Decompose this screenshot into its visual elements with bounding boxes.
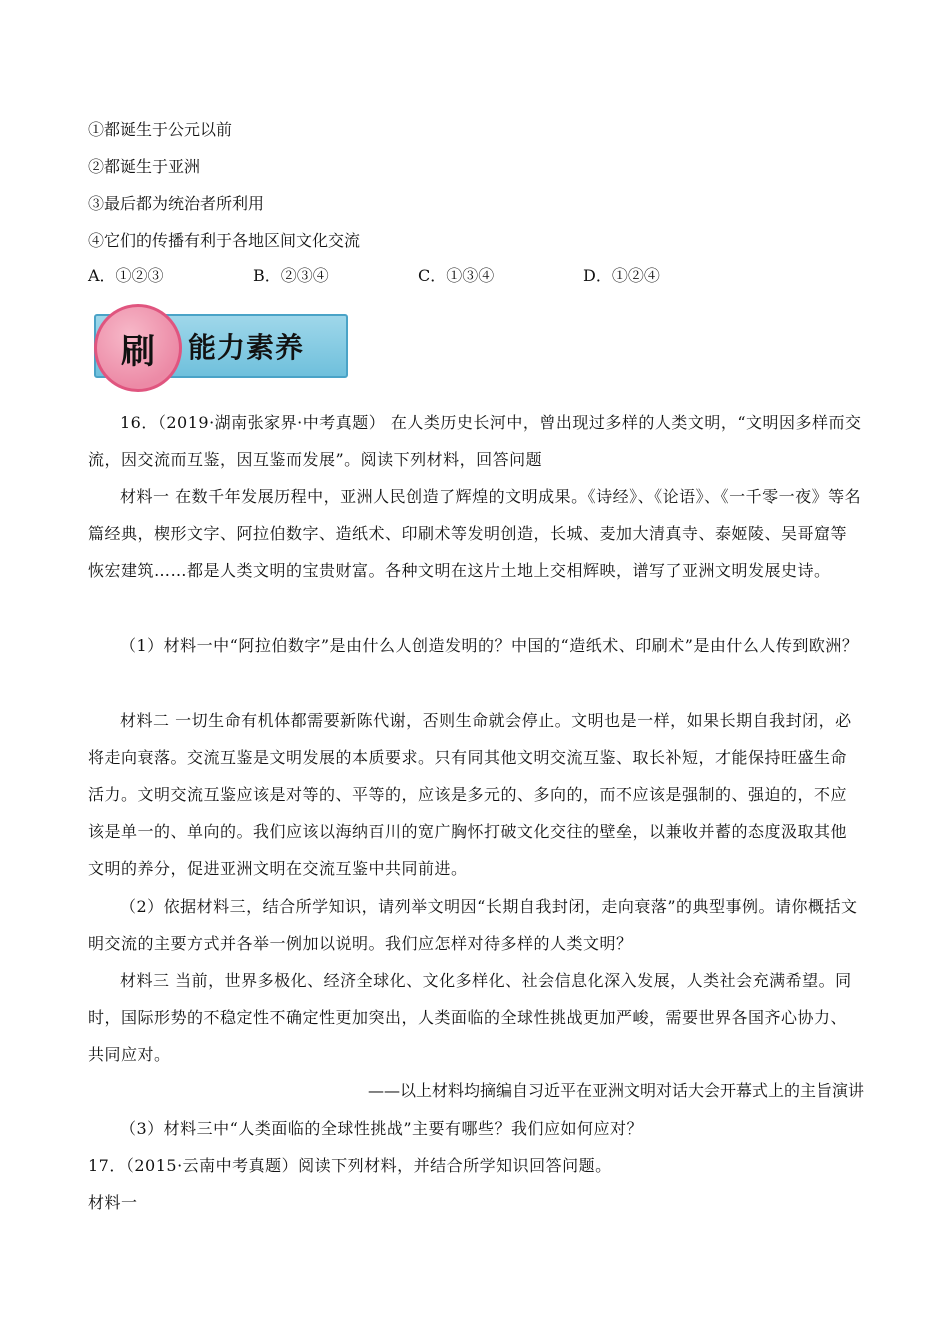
q16-source: ——以上材料均摘编自习近平在亚洲文明对话大会开幕式上的主旨演讲	[367, 1081, 864, 1100]
statement-4: ④它们的传播有利于各地区间文化交流	[88, 231, 361, 250]
q16-question-2: （2）依据材料三，结合所学知识，请列举文明因“长期自我封闭，走向衰落”的典型事例。请你概括文明交流的主要方式并各举一例加以说明。我们应怎样对待多样的人类文明？	[88, 897, 858, 953]
q16-material-2: 材料二 一切生命有机体都需要新陈代谢，否则生命就会停止。文明也是一样，如果长期自我封闭，必将走向衰落。交流互鉴是文明发展的本质要求。只有同其他文明交流互鉴、取长补短，才能保持旺盛生命活力。文明交流互鉴应该是对等的、平等的，应该是多元的、多向的，而不应该是强制的、强迫的，不应该是单一的、单向的。我们应该以海纳百川的宽广胸怀打破文化交往的壁垒，以兼收并蓄的态度汲取其他文明的养分，促进亚洲文明在交流互鉴中共同前进。	[88, 711, 852, 878]
statement-3: ③最后都为统治者所利用	[88, 194, 265, 213]
q16-material-1: 材料一 在数千年发展历程中，亚洲人民创造了辉煌的文明成果。《诗经》、《论语》、《一千零一夜》等名篇经典，楔形文字、阿拉伯数字、造纸术、印刷术等发明创造，长城、麦加大清真寺、泰姬陵、吴哥窟等恢宏建筑……都是人类文明的宝贵财富。各种文明在这片土地上交相辉映，谱写了亚洲文明发展史诗。	[88, 487, 862, 580]
q17-material-1-label: 材料一	[88, 1193, 138, 1212]
q16-question-1: （1）材料一中“阿拉伯数字”是由什么人创造发明的？中国的“造纸术、印刷术”是由什么人传到欧洲？	[120, 636, 859, 655]
option-a[interactable]: A．①②③	[88, 266, 164, 285]
section-banner	[92, 312, 350, 382]
answer-options	[88, 265, 848, 289]
option-c[interactable]: C．①③④	[418, 266, 495, 285]
banner-badge	[94, 304, 182, 392]
statement-1: ①都诞生于公元以前	[88, 120, 233, 139]
q16-intro: 16．（2019·湖南张家界·中考真题） 在人类历史长河中，曾出现过多样的人类文明，“文明因多样而交流，因交流而互鉴，因互鉴而发展”。阅读下列材料，回答问题	[88, 413, 862, 469]
q16-question-3: （3）材料三中“人类面临的全球性挑战”主要有哪些？我们应如何应对？	[120, 1119, 644, 1138]
banner-char: 刷	[121, 331, 155, 372]
statement-2: ②都诞生于亚洲	[88, 157, 201, 176]
q16-material-3: 材料三 当前，世界多极化、经济全球化、文化多样化、社会信息化深入发展，人类社会充满希望。同时，国际形势的不稳定性不确定性更加突出，人类面临的全球性挑战更加严峻，需要世界各国齐心协力、共同应对。	[88, 971, 852, 1064]
banner-title: 能力素养	[188, 331, 305, 364]
option-d[interactable]: D．①②④	[583, 266, 660, 285]
q17-intro: 17．（2015·云南中考真题）阅读下列材料，并结合所学知识回答问题。	[88, 1156, 612, 1175]
option-b[interactable]: B．②③④	[253, 266, 329, 285]
